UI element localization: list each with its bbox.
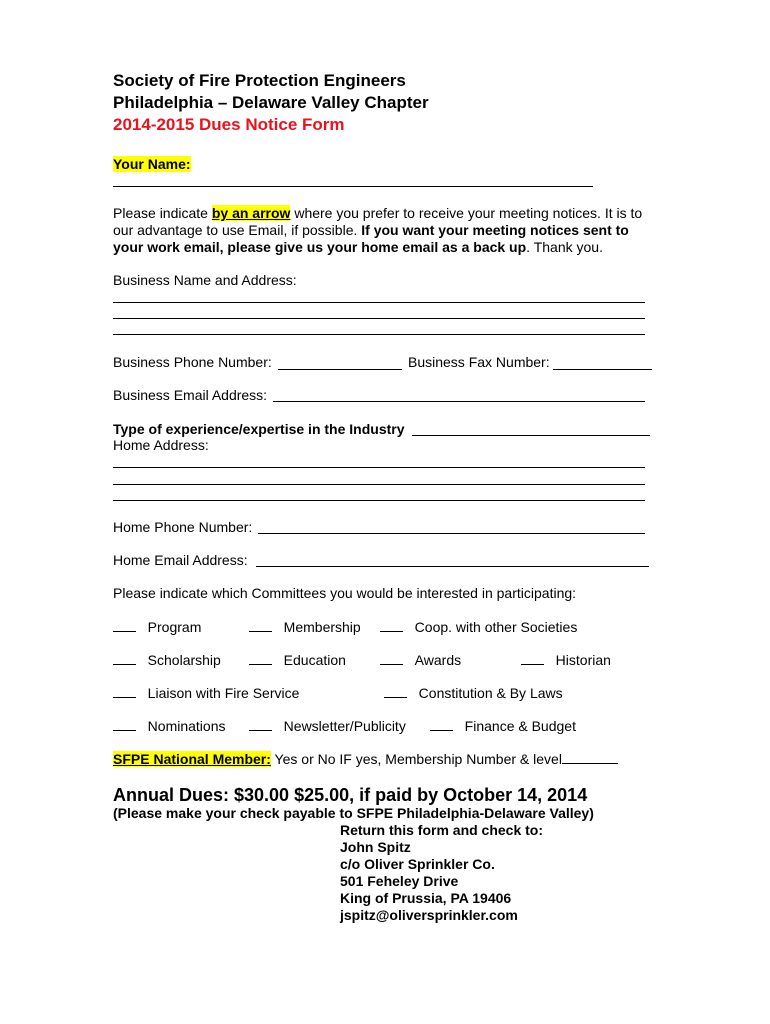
business-address-line-1[interactable] — [113, 302, 645, 303]
business-address-line-2[interactable] — [113, 318, 645, 319]
committee-finance[interactable]: Finance & Budget — [430, 717, 576, 734]
home-phone-label: Home Phone Number: — [113, 519, 253, 535]
home-address-line-3[interactable] — [113, 500, 645, 501]
committee-checkline — [113, 651, 136, 665]
return-street: 501 Feheley Drive — [340, 873, 459, 889]
business-fax-label: Business Fax Number: — [408, 354, 550, 370]
committee-checkline — [380, 618, 403, 632]
business-phone-label: Business Phone Number: — [113, 354, 272, 370]
business-address-line-3[interactable] — [113, 334, 645, 335]
committee-checkline — [384, 684, 407, 698]
return-email: jspitz@oliversprinkler.com — [340, 907, 518, 923]
committee-education[interactable]: Education — [249, 651, 346, 668]
committee-program[interactable]: Program — [113, 618, 201, 635]
chapter-title: Philadelphia – Delaware Valley Chapter — [113, 93, 429, 112]
annual-dues: Annual Dues: $30.00 $25.00, if paid by October 14, 2014 — [113, 785, 588, 805]
home-address-label: Home Address: — [113, 437, 209, 453]
committees-prompt: Please indicate which Committees you would be interested in participating: — [113, 585, 577, 601]
business-fax-line[interactable] — [553, 369, 652, 370]
committee-checkline — [249, 618, 272, 632]
home-address-line-2[interactable] — [113, 484, 645, 485]
national-member-row: SFPE National Member: Yes or No IF yes, Membership Number & level — [113, 750, 618, 767]
committee-liaison[interactable]: Liaison with Fire Service — [113, 684, 299, 701]
business-email-label: Business Email Address: — [113, 387, 268, 403]
committee-checkline — [113, 684, 136, 698]
experience-line[interactable] — [412, 435, 650, 436]
check-note: (Please make your check payable to SFPE Philadelphia-Delaware Valley) — [113, 805, 594, 821]
committee-checkline — [113, 717, 136, 731]
committee-checkline — [113, 618, 136, 632]
home-email-label: Home Email Address: — [113, 552, 248, 568]
notice-paragraph: Please indicate by an arrow where you prefer to receive your meeting notices. It is to our advantage to use Email, if possible. If you want your meeting notices sent to your work email, please give us your home email as a back up. Thank you. — [113, 205, 643, 255]
committee-checkline — [249, 717, 272, 731]
return-name: John Spitz — [340, 839, 411, 855]
committee-scholarship[interactable]: Scholarship — [113, 651, 221, 668]
committee-checkline — [430, 717, 453, 731]
committee-checkline — [380, 651, 403, 665]
committee-historian[interactable]: Historian — [521, 651, 611, 668]
committee-nominations[interactable]: Nominations — [113, 717, 226, 734]
your-name-line[interactable] — [113, 186, 593, 187]
business-phone-line[interactable] — [278, 369, 402, 370]
your-name-label: Your Name: — [113, 156, 191, 172]
home-address-line-1[interactable] — [113, 467, 645, 468]
return-city: King of Prussia, PA 19406 — [340, 890, 512, 906]
return-heading: Return this form and check to: — [340, 822, 544, 838]
national-member-label: SFPE National Member: — [113, 751, 271, 767]
committee-coop[interactable]: Coop. with other Societies — [380, 618, 577, 635]
committee-constitution[interactable]: Constitution & By Laws — [384, 684, 563, 701]
experience-label: Type of experience/expertise in the Industry — [113, 421, 405, 437]
committee-membership[interactable]: Membership — [249, 618, 361, 635]
business-email-line[interactable] — [273, 401, 645, 402]
arrow-highlight: by an arrow — [211, 205, 291, 221]
committee-awards[interactable]: Awards — [380, 651, 461, 668]
committee-checkline — [521, 651, 544, 665]
home-email-line[interactable] — [256, 566, 649, 567]
home-phone-line[interactable] — [258, 533, 645, 534]
committee-checkline — [249, 651, 272, 665]
committee-newsletter[interactable]: Newsletter/Publicity — [249, 717, 406, 734]
membership-number-line[interactable] — [562, 750, 618, 764]
org-title: Society of Fire Protection Engineers — [113, 71, 406, 90]
form-title: 2014-2015 Dues Notice Form — [113, 115, 345, 134]
business-name-label: Business Name and Address: — [113, 272, 297, 288]
return-company: c/o Oliver Sprinkler Co. — [340, 856, 495, 872]
